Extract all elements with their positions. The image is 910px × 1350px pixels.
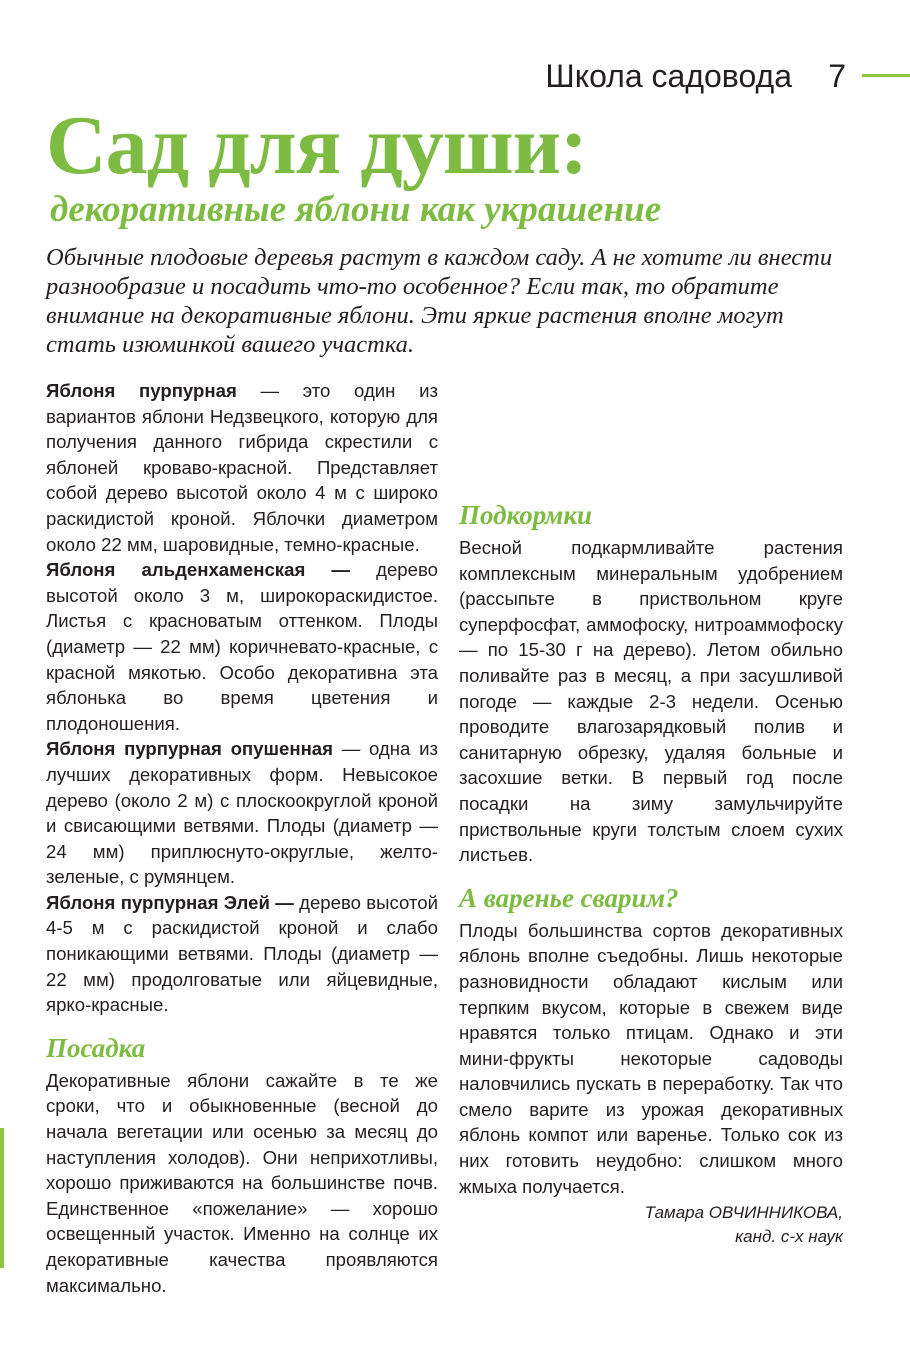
variety-text: — одна из лучших декоративных форм. Невысокое дерево (около 2 м) с плоскоокруглой кроной и свисающими ветвями. Плоды (диаметр — 24 мм) приплюснуто-округлые, желто-зеленые, с румянцем.	[46, 738, 438, 888]
variety-paragraph	[46, 557, 438, 736]
article-title: Сад для души:	[46, 99, 587, 192]
variety-paragraph	[46, 736, 438, 890]
margin-accent-bar	[0, 1128, 4, 1268]
jam-text: Плоды большинства сортов декоративных яблонь вполне съедобны. Лишь некоторые разновидности обладают кислым или терпким вкусом, которые в свежем виде нравятся только птицам. Однако и эти мини-фрукты некоторые садоводы наловчились пускать в переработку. Так что смело варите из урожая декоративных яблонь компот или варенье. Только сок из них готовить неудобно: слишком много жмыха получается.	[459, 919, 843, 1197]
jam-heading: А варенье сварим?	[459, 882, 679, 913]
right-column	[459, 382, 843, 1249]
article-lead: Обычные плодовые деревья растут в каждом саду. А не хотите ли внести разнообразие и посадить что-то особенное? Если так, то обратите внимание на декоративные яблони. Эти яркие растения вполне могут стать изюминкой вашего участка.	[46, 244, 833, 358]
feeding-text: Весной подкармливайте растения комплексным минеральным удобрением (рассыпьте в приствольном круге суперфосфат, аммофоску, нитроаммофоску — по 15-30 г на дерево). Летом обильно поливайте раз в месяц, а при засушливой погоде — каждые 2-3 недели. Осенью проводите влагозарядковый полив и санитарную обрезку, удаляя больные и засохшие ветки. В первый год после посадки на зиму замульчируйте приствольные круги толстым слоем сухих листьев.	[459, 537, 843, 866]
variety-paragraph	[46, 378, 438, 557]
variety-name: Яблоня пурпурная опушенная	[46, 738, 333, 760]
planting-text: Декоративные яблони сажайте в те же сроки, что и обыкновенные (весной до начала вегетации или осенью за месяц до наступления холодов). Они неприхотливы, хорошо приживаются на большинстве почв. Единственное «пожелание» — хорошо освещенный участок. Именно на солнце их декоративные качества проявляются максимально.	[46, 1069, 438, 1296]
page-header	[350, 58, 910, 98]
section-name: Школа садовода	[545, 58, 792, 94]
planting-heading: Посадка	[46, 1032, 146, 1063]
variety-name: Яблоня альденхаменская —	[46, 559, 350, 581]
variety-paragraph	[46, 890, 438, 1018]
author-signature	[459, 1201, 843, 1249]
variety-text: — это один из вариантов яблони Недзвецкого, которую для получения данного гибрида скрестили с яблоней кроваво-красной. Представляет собой дерево высотой около 4 м с широко раскидистой кроной. Яблочки диаметром около 22 мм, шаровидные, темно-красные.	[46, 380, 438, 555]
header-accent-line	[862, 74, 910, 77]
feeding-heading: Подкормки	[459, 500, 593, 530]
left-column	[46, 378, 438, 1298]
planting-continuation-space	[459, 382, 843, 485]
variety-name: Яблоня пурпурная Элей —	[46, 891, 294, 913]
variety-text: дерево высотой около 3 м, широкораскидистое. Листья с красноватым оттенком. Плоды (диаметр — 22 мм) коричневато-красные, с красной мякотью. Особо декоративна эта яблонька во время цветения и плодоношения.	[46, 559, 438, 734]
author-degree: канд. с-х наук	[735, 1227, 843, 1247]
page-number: 7	[828, 58, 846, 94]
variety-name: Яблоня пурпурная	[46, 380, 237, 401]
variety-text: дерево высотой 4-5 м с раскидистой кроной и слабо поникающими ветвями. Плоды (диаметр — 22 мм) продолговатые или яйцевидные, ярко-красные.	[46, 891, 439, 1016]
author-name: Тамара ОВЧИННИКОВА,	[644, 1203, 843, 1223]
article-subtitle: декоративные яблони как украшение	[50, 189, 662, 230]
